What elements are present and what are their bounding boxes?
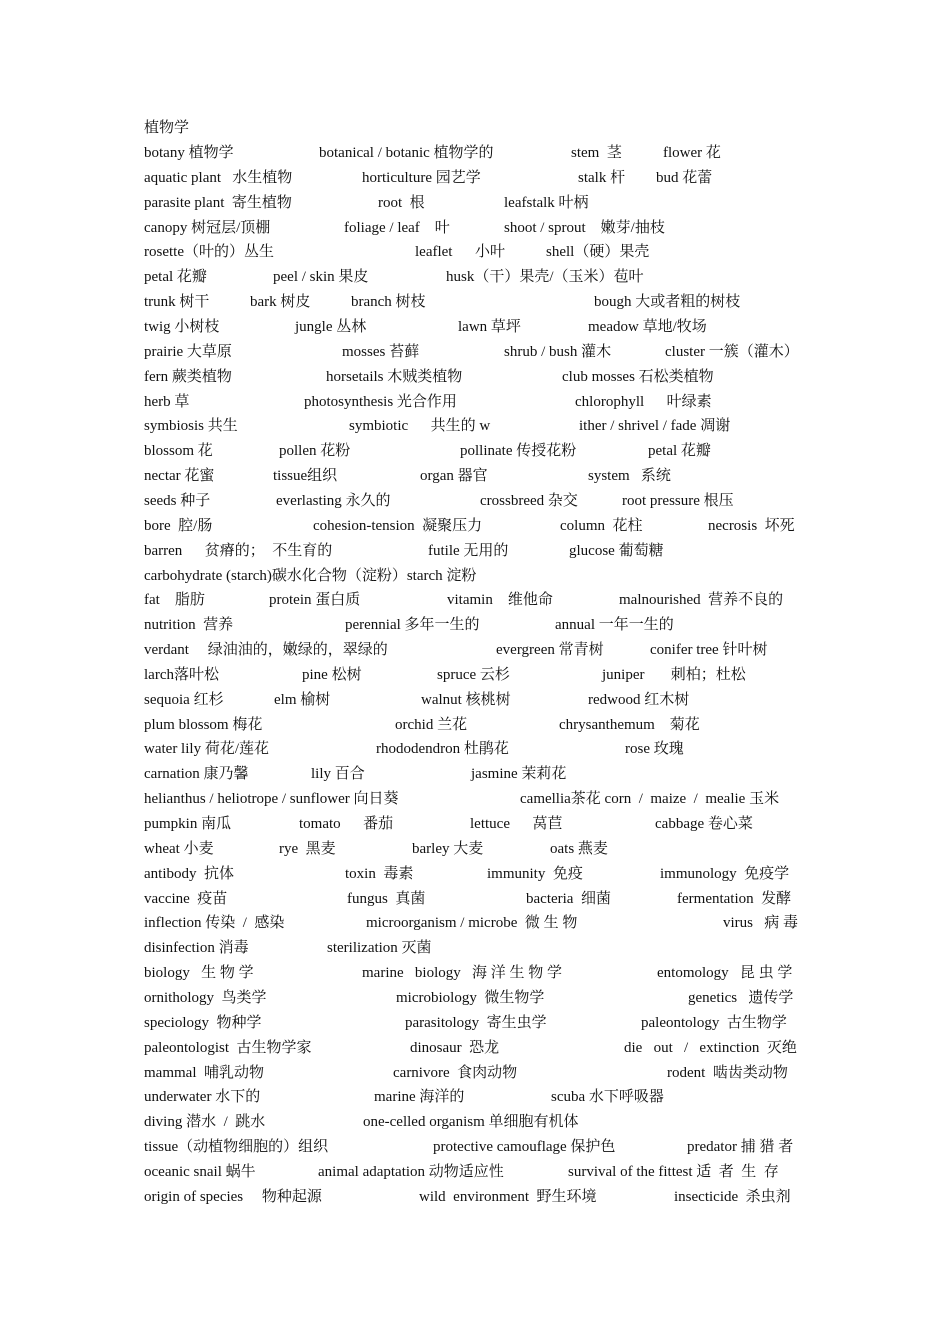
vocab-entry: fat 脂肪 xyxy=(144,592,205,609)
vocab-entry: parasite plant 寄生植物 xyxy=(144,194,292,211)
vocab-entry: root pressure 根压 xyxy=(622,492,734,509)
vocab-entry: origin of species 物种起源 xyxy=(144,1188,322,1205)
vocab-entry: symbiosis 共生 xyxy=(144,418,238,435)
vocab-entry: rhododendron 杜鹃花 xyxy=(376,741,509,758)
vocab-entry: tissue组织 xyxy=(273,468,338,485)
vocab-entry: annual 一年一生的 xyxy=(555,617,674,634)
vocab-entry: bacteria 细菌 xyxy=(526,890,611,907)
vocab-entry: jungle 丛林 xyxy=(295,319,367,335)
vocab-entry: scuba 水下呼吸器 xyxy=(551,1089,664,1106)
vocab-entry: paleontologist 古生物学家 xyxy=(144,1039,312,1056)
vocab-entry: rye 黑麦 xyxy=(279,840,336,857)
vocab-entry: seeds 种子 xyxy=(144,492,211,509)
vocab-entry: pine 松树 xyxy=(302,666,362,683)
vocab-entry: entomology 昆 虫 学 xyxy=(657,965,793,982)
vocab-entry: stem 茎 xyxy=(571,145,622,161)
vocab-entry: shrub / bush 灌木 xyxy=(504,343,612,360)
vocab-entry: trunk 树干 xyxy=(144,294,210,311)
vocab-entry: lettuce 莴苣 xyxy=(470,816,563,832)
vocab-entry: fungus 真菌 xyxy=(347,890,426,907)
vocab-entry: evergreen 常青树 xyxy=(496,642,604,658)
vocab-entry: redwood 红木树 xyxy=(588,691,690,708)
vocab-entry: toxin 毒素 xyxy=(345,865,414,882)
vocab-entry: blossom 花 xyxy=(144,443,213,460)
vocab-entry: immunity 免疫 xyxy=(487,865,583,882)
vocab-entry: fermentation 发酵 xyxy=(677,890,792,907)
vocab-entry: antibody 抗体 xyxy=(144,865,234,882)
vocab-entry: shoot / sprout 嫩芽/抽枝 xyxy=(504,219,665,236)
vocab-entry: speciology 物种学 xyxy=(144,1014,262,1031)
vocab-entry: nectar 花蜜 xyxy=(144,468,215,485)
vocab-entry: photosynthesis 光合作用 xyxy=(304,393,457,410)
vocab-entry: fern 蕨类植物 xyxy=(144,368,232,385)
vocab-entry: lily 百合 xyxy=(311,766,365,783)
vocab-entry: foliage / leaf 叶 xyxy=(344,219,450,236)
vocab-entry: pollinate 传授花粉 xyxy=(460,443,577,460)
vocab-entry: organ 器官 xyxy=(420,468,488,485)
vocab-entry: stalk 杆 xyxy=(578,169,626,186)
vocab-entry: rodent 啮齿类动物 xyxy=(667,1064,788,1081)
vocab-entry: petal 花瓣 xyxy=(648,443,711,460)
vocab-entry: vaccine 疫苗 xyxy=(144,890,228,907)
vocab-entry: underwater 水下的 xyxy=(144,1089,261,1106)
vocab-entry: flower 花 xyxy=(663,145,721,161)
vocab-entry: futile 无用的 xyxy=(428,542,509,559)
vocab-entry: immunology 免疫学 xyxy=(660,865,790,882)
vocab-entry: tomato 番茄 xyxy=(299,816,394,832)
vocab-entry: twig 小树枝 xyxy=(144,319,220,335)
vocab-entry: cluster 一簇（灌木） xyxy=(665,343,799,360)
vocab-entry: cohesion-tension 凝聚压力 xyxy=(313,517,483,534)
vocab-entry: one-celled organism 单细胞有机体 xyxy=(363,1114,579,1131)
vocab-entry: tissue（动植物细胞的）组织 xyxy=(144,1139,329,1155)
vocab-entry: leafstalk 叶柄 xyxy=(504,194,589,211)
vocab-entry: bough 大或者粗的树枝 xyxy=(594,294,741,311)
vocab-entry: carnation 康乃馨 xyxy=(144,766,249,783)
vocab-entry: paleontology 古生物学 xyxy=(641,1014,787,1031)
vocab-entry: barren 贫瘠的； 不生育的 xyxy=(144,542,333,559)
vocab-entry: camellia茶花 corn / maize / mealie 玉米 xyxy=(520,791,780,808)
vocab-entry: chrysanthemum 菊花 xyxy=(559,716,700,733)
vocab-entry: glucose 葡萄糖 xyxy=(569,542,664,559)
vocab-entry: juniper 刺柏；杜松 xyxy=(602,666,746,683)
vocab-entry: perennial 多年一生的 xyxy=(345,617,480,634)
vocab-entry: biology 生 物 学 xyxy=(144,965,254,982)
vocab-entry: rosette（叶的）丛生 xyxy=(144,244,274,261)
vocab-entry: carnivore 食肉动物 xyxy=(393,1064,518,1081)
vocab-entry: spruce 云杉 xyxy=(437,666,510,683)
vocab-entry: system 系统 xyxy=(588,468,671,485)
vocab-entry: horticulture 园艺学 xyxy=(362,169,481,186)
vocab-entry: pumpkin 南瓜 xyxy=(144,816,232,832)
vocab-entry: necrosis 坏死 xyxy=(708,517,795,534)
vocab-entry: insecticide 杀虫剂 xyxy=(674,1188,791,1205)
vocab-entry: mammal 哺乳动物 xyxy=(144,1064,264,1081)
vocab-entry: rose 玫瑰 xyxy=(625,741,684,758)
vocab-entry: malnourished 营养不良的 xyxy=(619,592,784,609)
vocab-entry: sequoia 红杉 xyxy=(144,691,224,708)
vocab-entry: sterilization 灭菌 xyxy=(327,940,432,957)
vocab-entry: root 根 xyxy=(378,194,425,211)
vocab-entry: protective camouflage 保护色 xyxy=(433,1139,616,1155)
vocab-entry: parasitology 寄生虫学 xyxy=(405,1014,547,1031)
vocab-entry: larch落叶松 xyxy=(144,666,219,683)
vocab-entry: prairie 大草原 xyxy=(144,343,232,360)
vocab-entry: diving 潜水 / 跳水 xyxy=(144,1114,266,1131)
vocab-entry: bark 树皮 xyxy=(250,294,311,311)
vocab-entry: leaflet 小叶 xyxy=(415,244,505,261)
vocab-entry: protein 蛋白质 xyxy=(269,592,361,609)
vocab-entry: water lily 荷花/莲花 xyxy=(144,741,269,758)
vocab-entry: mosses 苔藓 xyxy=(342,343,420,360)
vocab-entry: jasmine 茉莉花 xyxy=(471,766,567,783)
vocab-entry: wheat 小麦 xyxy=(144,840,214,857)
vocab-entry: bud 花蕾 xyxy=(656,169,713,186)
vocab-entry: everlasting 永久的 xyxy=(276,492,391,509)
vocab-entry: bore 腔/肠 xyxy=(144,517,213,534)
vocab-entry: horsetails 木贼类植物 xyxy=(326,368,463,385)
vocab-entry: genetics 遗传学 xyxy=(688,989,794,1006)
vocab-entry: orchid 兰花 xyxy=(395,716,468,733)
vocab-entry: virus 病 毒 xyxy=(723,915,799,932)
vocab-entry: crossbreed 杂交 xyxy=(480,492,578,509)
vocab-entry: botany 植物学 xyxy=(144,145,234,161)
vocab-entry: inflection 传染 / 感染 xyxy=(144,915,285,932)
vocab-entry: survival of the fittest 适 者 生 存 xyxy=(568,1163,779,1180)
vocab-entry: die out / extinction 灭绝 xyxy=(624,1039,797,1056)
vocab-entry: petal 花瓣 xyxy=(144,269,207,286)
vocab-entry: dinosaur 恐龙 xyxy=(410,1039,500,1056)
vocab-entry: peel / skin 果皮 xyxy=(273,269,369,286)
vocab-entry: oats 燕麦 xyxy=(550,840,608,857)
vocab-entry: wild environment 野生环境 xyxy=(419,1188,597,1205)
vocab-entry: carbohydrate (starch)碳水化合物（淀粉）starch 淀粉 xyxy=(144,567,477,584)
vocab-entry: verdant 绿油油的，嫩绿的，翠绿的 xyxy=(144,642,388,658)
vocab-entry: aquatic plant 水生植物 xyxy=(144,169,293,186)
vocab-entry: vitamin 维他命 xyxy=(447,592,553,609)
vocab-entry: club mosses 石松类植物 xyxy=(562,368,714,385)
vocab-entry: meadow 草地/牧场 xyxy=(588,319,707,335)
vocab-entry: predator 捕 猎 者 xyxy=(687,1139,794,1155)
vocab-entry: plum blossom 梅花 xyxy=(144,716,263,733)
vocab-entry: microbiology 微生物学 xyxy=(396,989,545,1006)
vocab-entry: herb 草 xyxy=(144,393,190,410)
vocab-entry: barley 大麦 xyxy=(412,840,484,857)
vocab-entry: marine 海洋的 xyxy=(374,1089,465,1106)
vocab-entry: nutrition 营养 xyxy=(144,617,234,634)
vocab-entry: ornithology 鸟类学 xyxy=(144,989,267,1006)
vocab-entry: canopy 树冠层/顶棚 xyxy=(144,219,271,236)
vocab-entry: walnut 核桃树 xyxy=(421,691,511,708)
vocab-entry: column 花柱 xyxy=(560,517,643,534)
vocab-entry: oceanic snail 蜗牛 xyxy=(144,1163,256,1180)
vocab-entry: conifer tree 针叶树 xyxy=(650,642,768,658)
vocab-entry: symbiotic 共生的 w xyxy=(349,418,491,435)
vocab-entry: marine biology 海 洋 生 物 学 xyxy=(362,965,562,982)
vocab-entry: helianthus / heliotrope / sunflower 向日葵 xyxy=(144,791,399,808)
vocab-entry: branch 树枝 xyxy=(351,294,426,311)
vocab-entry: lawn 草坪 xyxy=(458,319,521,335)
vocab-entry: husk（干）果壳/（玉米）苞叶 xyxy=(446,269,644,286)
vocab-entry: disinfection 消毒 xyxy=(144,940,249,957)
vocab-entry: pollen 花粉 xyxy=(279,443,351,460)
vocab-entry: botanical / botanic 植物学的 xyxy=(319,145,494,161)
vocab-entry: chlorophyll 叶绿素 xyxy=(575,393,712,410)
vocab-entry: microorganism / microbe 微 生 物 xyxy=(366,915,578,932)
vocab-entry: shell（硬）果壳 xyxy=(546,244,650,261)
vocab-entry: cabbage 卷心菜 xyxy=(655,816,753,832)
vocab-entry: elm 榆树 xyxy=(274,691,331,708)
vocab-entry: animal adaptation 动物适应性 xyxy=(318,1163,504,1180)
page-heading: 植物学 xyxy=(144,120,190,136)
vocab-entry: ither / shrivel / fade 凋谢 xyxy=(579,418,731,435)
